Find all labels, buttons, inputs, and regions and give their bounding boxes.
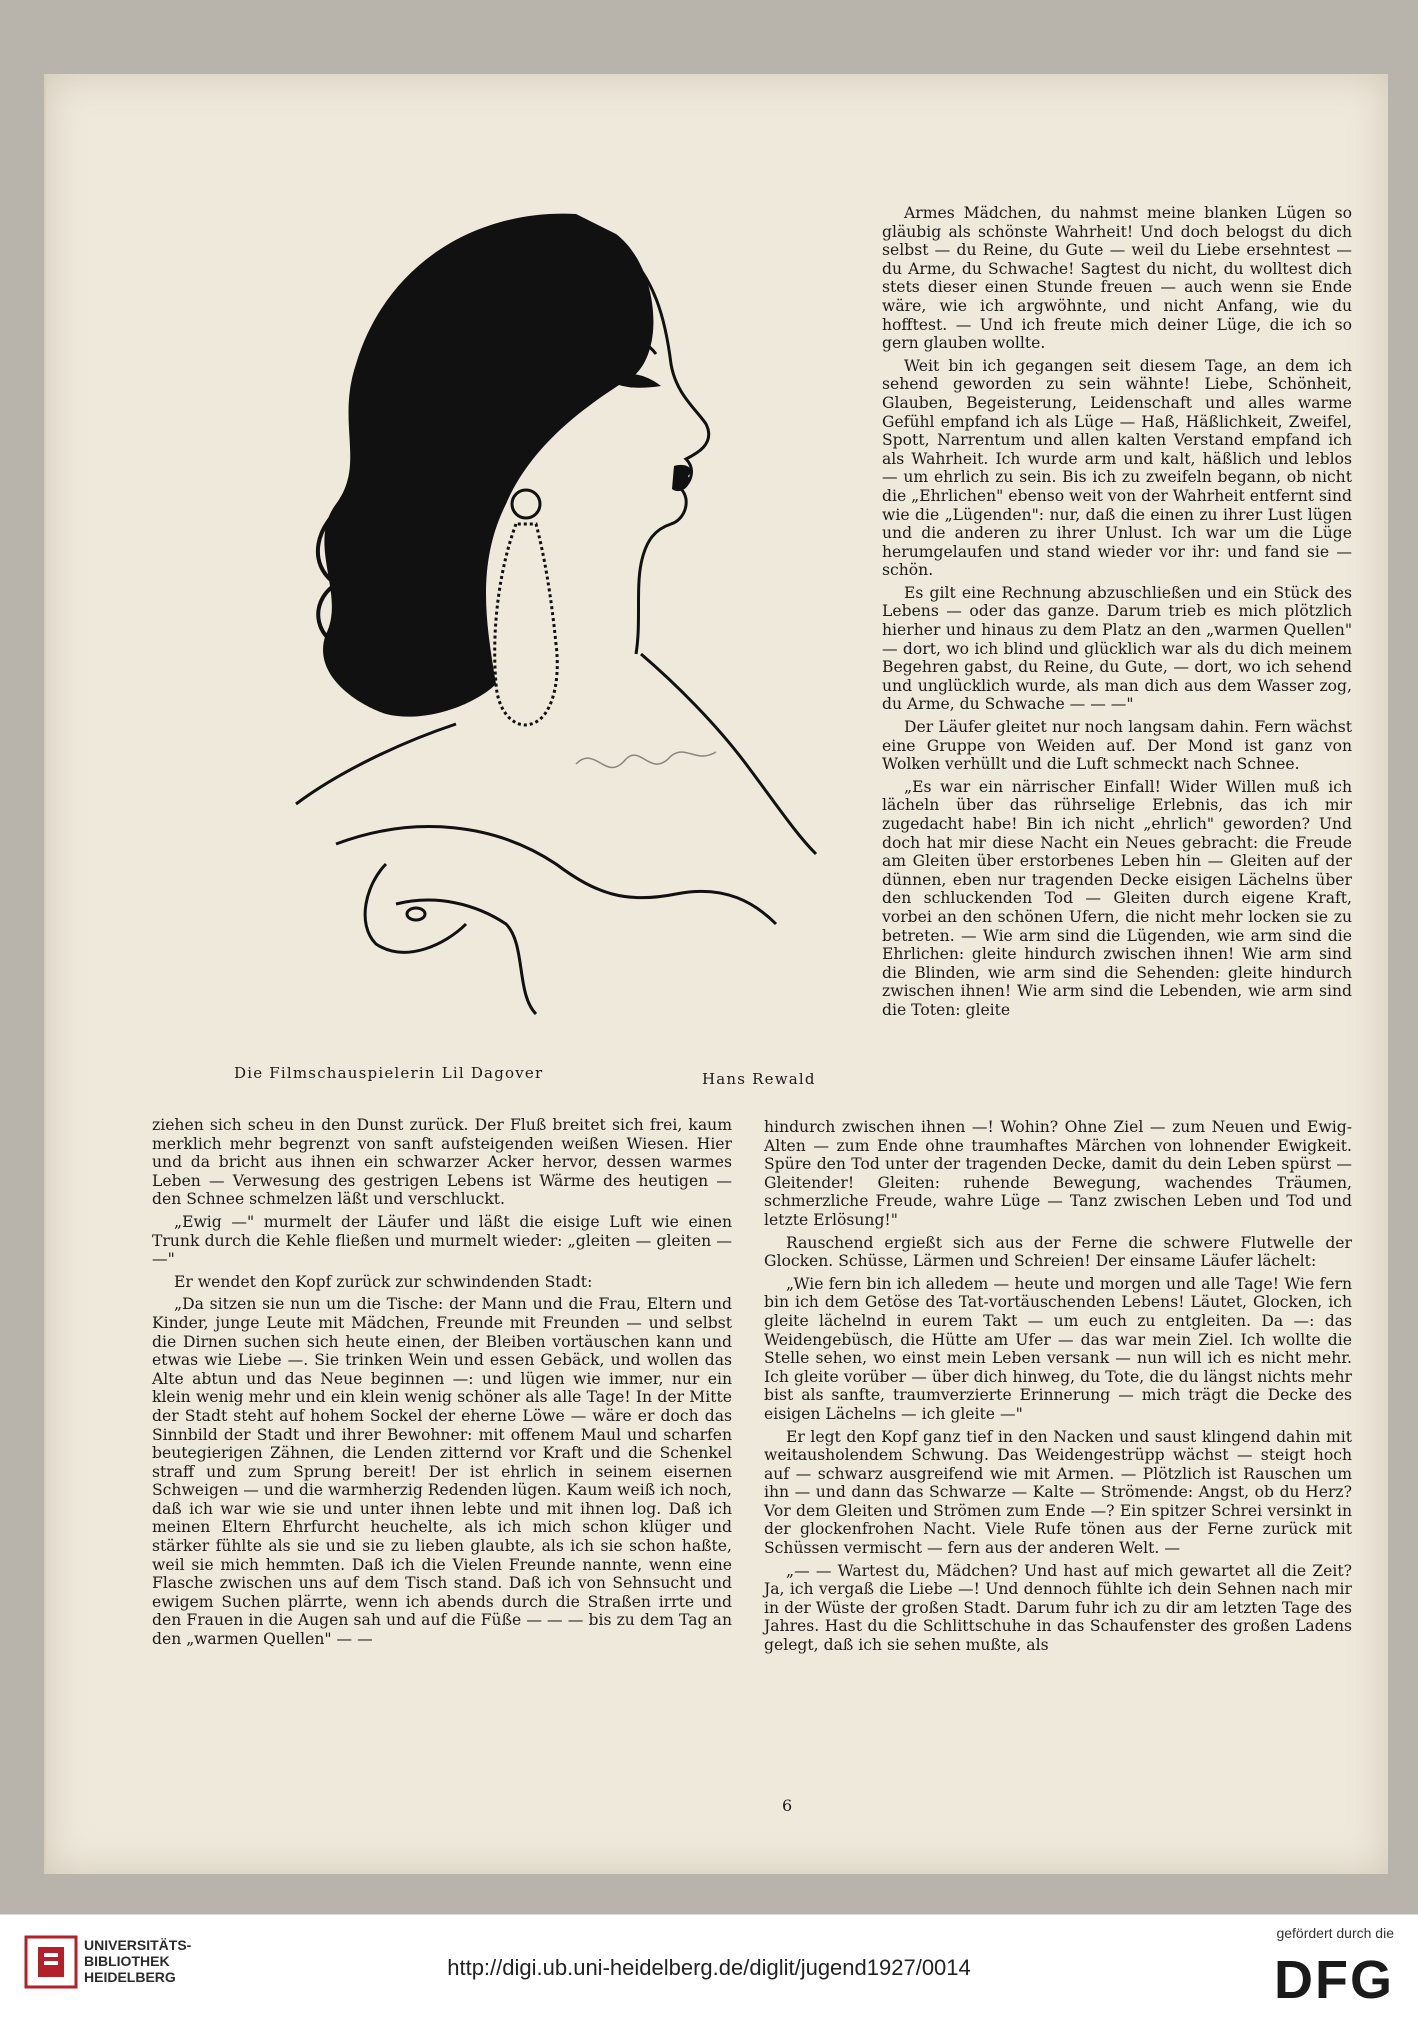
- funded-by-text: gefördert durch die: [1276, 1925, 1394, 1941]
- paragraph: Der Läufer gleitet nur noch langsam dahin. Fern wächst eine Gruppe von Weiden auf. Der Mond ist ganz von Wolken verhüllt und die Luft schmeckt nach Schnee.: [882, 718, 1352, 774]
- paragraph: Er wendet den Kopf zurück zur schwindenden Stadt:: [174, 1272, 593, 1291]
- magazine-page: [44, 74, 1388, 1874]
- hair-shape: [323, 214, 653, 717]
- paragraph: Er legt den Kopf ganz tief in den Nacken und saust klingend dahin mit weitausholendem Schwung. Das Weidengestrüpp wächst — steigt hoch auf — schwarz ausgreifend wie mit Armen. — Plötzlich ist Rauschen um ihn — und dann das Schwarze — Kalte — Strömende: Angst, ob du Herz? Vor dem Gleiten und Strömen zum Ende —? Ein spitzer Schrei versinkt in der glockenfrohen Nacht. Viele Rufe tönen aus der Ferne zurück mit Schüssen vermischt — fern aus der anderen Welt. —: [764, 1427, 1352, 1558]
- paragraph: „Ewig —" murmelt der Läufer und läßt die eisige Luft wie einen Trunk durch die Kehle fließen und murmelt wieder: „gleiten — gleiten — —": [152, 1212, 732, 1269]
- paragraph: ziehen sich scheu in den Dunst zurück. Der Fluß breitet sich frei, kaum merklich mehr begrenzt von sanft aufsteigenden weißen Wiesen. Hier und da bricht aus ihnen ein schwarzer Acker hervor, dessen warmes Leben — Verwesung des gestrigen Lebens ist Wärme des heutigen — den Schnee schmelzen läßt und verschluckt.: [152, 1116, 732, 1209]
- right-column-lower: [764, 1118, 1352, 1659]
- lips: [672, 465, 691, 491]
- page-number: 6: [782, 1796, 793, 1815]
- library-line: BIBLIOTHEK: [84, 1953, 170, 1969]
- library-line: UNIVERSITÄTS-: [84, 1937, 192, 1953]
- right-column-upper: [882, 204, 1352, 1024]
- earring-top: [512, 490, 540, 518]
- library-line: HEIDELBERG: [84, 1969, 176, 1985]
- earring-drop: [495, 524, 558, 725]
- illustration-caption: Die Filmschauspielerin Lil Dagover: [234, 1064, 544, 1082]
- footer-bar: [0, 1914, 1418, 2017]
- paragraph: Rauschend ergießt sich aus der Ferne die schwere Flutwelle der Glocken. Schüsse, Lärmen und Schreien! Der einsame Läufer lächelt:: [764, 1233, 1352, 1271]
- paragraph: „— — Wartest du, Mädchen? Und hast auf mich gewartet all die Zeit? Ja, ich vergaß die Liebe —! Und dennoch fühlte ich dein Sehnen nach mir in der Wüste der großen Stadt. Darum fuhr ich zu dir am letzten Tage des Jahres. Hast du die Schlittschuhe in das Schaufenster des großen Ladens gelegt, daß ich sie sehen mußte, als: [764, 1561, 1352, 1655]
- ring: [407, 908, 425, 920]
- pencil-signature: [576, 752, 716, 768]
- arm-line: [336, 827, 776, 1014]
- source-url-link[interactable]: http://digi.ub.uni-heidelberg.de/diglit/jugend1927/0014: [447, 1955, 971, 1980]
- paragraph: hindurch zwischen ihnen —! Wohin? Ohne Ziel — zum Neuen und Ewig-Alten — zum Ende ohne traumhaftes Märchen von lohnender Ewigkeit. Spüre den Tod unter der tragenden Decke, damit du dein Leben spürst — Gleitender! Gleiten: ruhende Bewegung, wachendes Träumen, schmerzliche Freude, wahre Lüge — Tanz zwischen Leben und Tod und letzte Erlösung!": [764, 1118, 1352, 1229]
- portrait-illustration: [276, 204, 916, 1064]
- paragraph: Es gilt eine Rechnung abzuschließen und ein Stück des Lebens — oder das ganze. Darum trieb es mich plötzlich hierher und hinaus zu dem Platz an den „warmen Quellen" — dort, wo ich blind und glücklich war als du dich meinem Begehren gabst, du Reine, du Gute, — dort, wo ich sehend und unglücklich wurde, als man dich aus dem Wasser zog, du Arme, du Schwache — — —": [882, 583, 1352, 714]
- paragraph: Weit bin ich gegangen seit diesem Tage, an dem ich sehend geworden zu sein wähnte! Liebe, Schönheit, Glauben, Begeisterung, Leidenschaft und alles warme Gefühl empfand ich als Lüge — Haß, Häßlichkeit, Zweifel, Spott, Narrentum und allen kalten Verstand empfand ich als Wahrheit. Ich wurde arm und kalt, häßlich und leblos — um ehrlich zu sein. Bis ich zu zweifeln begann, ob nicht die „Ehrlichen" ebenso weit von der Wahrheit entfernt sind wie die „Lügenden": nur, daß die einen zu ihrer Lust lügen und die anderen zu ihrer Unlust. Ich war um die Lüge herumgelaufen und stand wieder vor ihr: und fand sie — schön.: [882, 356, 1352, 580]
- paragraph: „Da sitzen sie nun um die Tische: der Mann und die Frau, Eltern und Kinder, junge Leute mit Mädchen, Freunde mit Freunden — und selbst die Dirnen suchen sich heute einen, der Bleiben vortäuschen kann und etwas wie Liebe —. Sie trinken Wein und essen Gebäck, und wollen das Alte abtun und das Neue beginnen —: und lügen wie immer, nur ein klein wenig mehr und ein klein wenig schöner als alle Tage! In der Mitte der Stadt steht auf hohem Sockel der eherne Löwe — wäre er doch das Sinnbild der Stadt und ihrer Bewohner: mit offenem Maul und scharfen beutegierigen Zähnen, die Lenden zitternd vor Kraft und die Schenkel straff und zum Sprung bereit! Der ist ehrlich in seinem eisernen Schweigen — und die warmherzig Redenden lügen. Kaum weiß ich noch, daß ich war wie sie und unter ihnen lebte und mit ihnen log. Daß ich meinen Eltern Ehrfurcht heuchelte, als ich mich schon klüger und stärker fühlte als sie und sie zu lieben glaubte, als ich sie schon haßte, weil sie mich hemmten. Daß ich die Vielen Freunde nannte, wenn eine Flasche zwischen uns auf dem Tisch stand. Daß ich von Sehnsucht und ewigem Suchen plärrte, wenn ich abends durch die Straßen irrte und den Frauen in die Augen sah und auf die Füße — — — bis zu dem Tag an den „warmen Quellen" — —: [152, 1295, 732, 1649]
- illustration-artist: Hans Rewald: [702, 1070, 816, 1088]
- left-column: [152, 1116, 732, 1653]
- paragraph: „Es war ein närrischer Einfall! Wider Willen muß ich lächeln über das rührselige Erlebnis, das ich mir zugedacht habe! Bin ich nicht „ehrlich" geworden? Und doch hat mir diese Nacht ein Neues gebracht: die Freude am Gleiten über erstorbenes Leben hin — Gleiten auf der dünnen, eben nur tragenden Decke eisigen Lächelns über den schluckenden Tod — Gleiten durch eigene Kraft, vorbei an den schönen Ufern, die nicht mehr locken sie zu betreten. — Wie arm sind die Lügenden, wie arm sind die Ehrlichen: gleite hindurch zwischen ihnen! Wie arm sind die Blinden, wie arm sind die Sehenden: gleite hindurch zwischen ihnen! Wie arm sind die Lebenden, wie arm sind die Toten: gleite: [882, 777, 1352, 1019]
- paragraph: „Wie fern bin ich alledem — heute und morgen und alle Tage! Wie fern bin ich dem Getöse des Tat-vortäuschenden Lebens! Läutet, Glocken, ich gleite lächelnd in eurem Takt — um euch zu entgleiten. Da —: das Weidengebüsch, die Hütte am Ufer — das war mein Ziel. Ich wollte die Stelle sehen, wo einst mein Leben versank — nun will ich es nicht mehr. Ich gleite vorüber — über dich hinweg, du Tote, die du längst nichts mehr bist als sanfte, traumverzierte Erinnerung — mich trägt die Decke des eisigen Lächelns — ich gleite —": [764, 1274, 1352, 1423]
- paragraph: Armes Mädchen, du nahmst meine blanken Lügen so gläubig als schönste Wahrheit! Und doch belogst du dich selbst — du Reine, du Gute — weil du Liebe ersehntest — du Arme, du Schwache! Sagtest du nicht, du wolltest dich stets dieser einen Stunde freuen — auch wenn sie Ende wäre, wie ich argwöhnte, und nicht Anfang, wie du hofftest. — Und ich freute mich deiner Lüge, die ich so gern glauben wollte.: [882, 204, 1352, 353]
- dfg-logo: DFG: [1274, 1950, 1394, 2010]
